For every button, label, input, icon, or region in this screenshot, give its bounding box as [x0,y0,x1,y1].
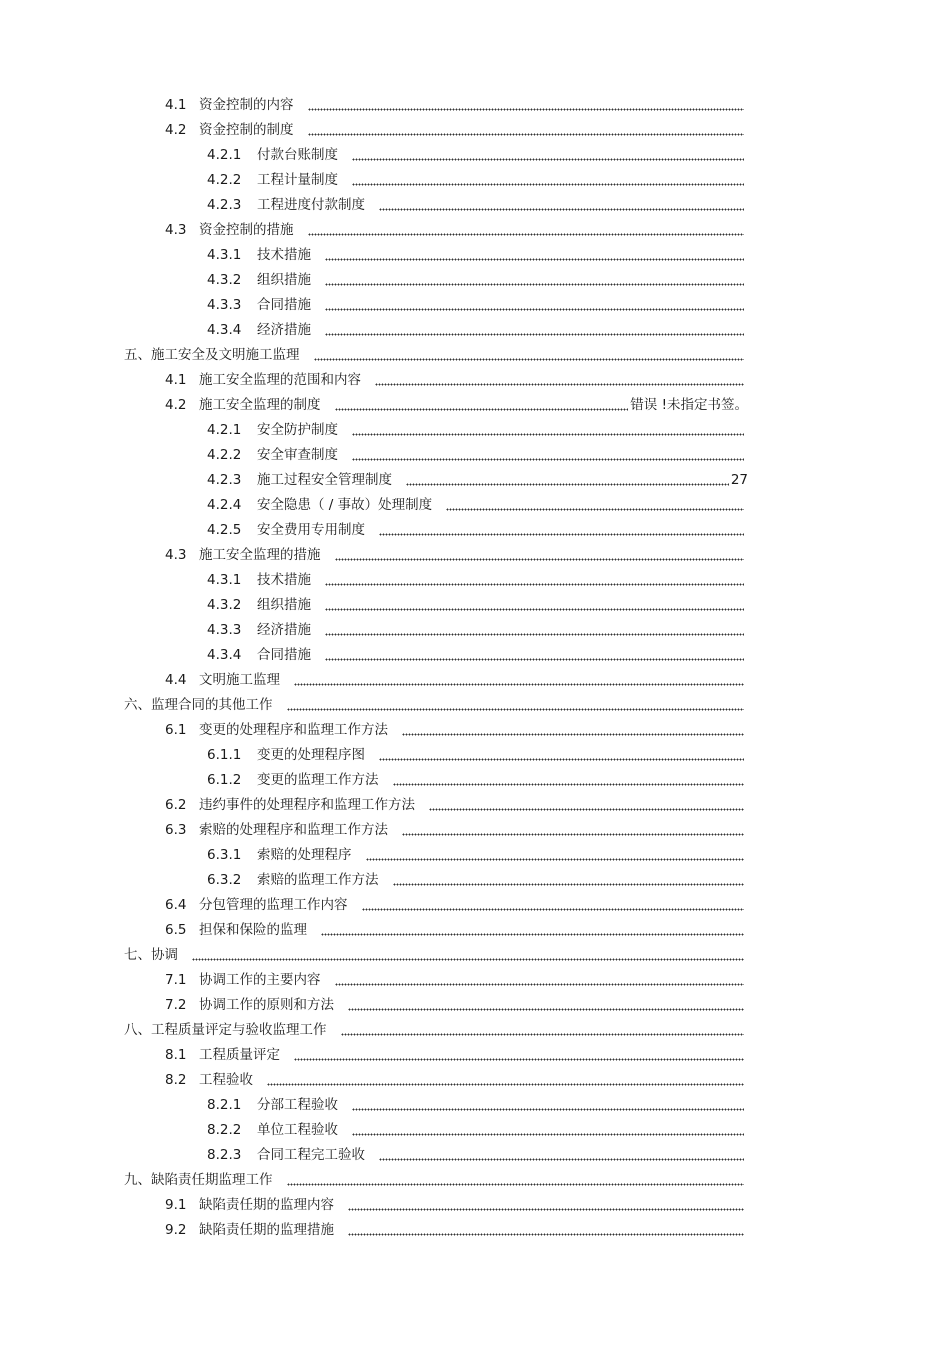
toc-entry-number: 4.2.1 [207,422,242,438]
toc-entry[interactable] [0,1216,950,1241]
table-of-contents [0,91,950,1241]
dot-leader [352,458,744,461]
dot-leader [406,483,729,486]
dot-leader [362,908,745,911]
toc-entry-number: 4.2.4 [207,497,242,513]
toc-entry[interactable] [0,341,950,366]
dot-leader [352,183,744,186]
toc-entry-number: 4.2.3 [207,472,242,488]
toc-entry-title: 施工安全监理的范围和内容 [199,372,361,388]
dot-leader [267,1083,744,1086]
toc-entry[interactable] [0,191,950,216]
toc-entry[interactable] [0,866,950,891]
toc-entry-title: 资金控制的制度 [199,122,294,138]
toc-entry[interactable] [0,391,950,416]
toc-entry-title: 索赔的处理程序和监理工作方法 [199,822,388,838]
toc-entry-number: 七、 [124,947,151,963]
toc-entry[interactable] [0,291,950,316]
dot-leader [379,1158,744,1161]
toc-entry-number: 4.3.3 [207,297,242,313]
toc-entry[interactable] [0,591,950,616]
dot-leader [325,633,744,636]
toc-entry-title: 付款台账制度 [257,147,338,163]
toc-entry[interactable] [0,941,950,966]
toc-entry-number: 4.3 [165,222,187,238]
toc-entry-number: 8.2 [165,1072,187,1088]
toc-entry-number: 4.3.1 [207,247,242,263]
toc-entry-title: 合同工程完工验收 [257,1147,365,1163]
dot-leader [192,958,744,961]
dot-leader [321,933,744,936]
toc-entry-number: 4.2.1 [207,147,242,163]
toc-entry-number: 6.3.2 [207,872,242,888]
dot-leader [352,158,744,161]
toc-entry-number: 4.2.3 [207,197,242,213]
toc-entry-title: 变更的监理工作方法 [257,772,379,788]
toc-entry-title: 组织措施 [257,272,311,288]
toc-entry-number: 7.2 [165,997,187,1013]
toc-entry[interactable] [0,516,950,541]
toc-entry-title: 监理合同的其他工作 [151,697,273,713]
toc-entry-number: 4.1 [165,97,187,113]
dot-leader [335,983,745,986]
dot-leader [325,333,744,336]
dot-leader [335,558,745,561]
toc-entry-number: 6.1 [165,722,187,738]
toc-entry-number: 8.2.2 [207,1122,242,1138]
toc-entry-title: 协调工作的主要内容 [199,972,321,988]
dot-leader [287,1183,745,1186]
toc-entry-number: 9.1 [165,1197,187,1213]
toc-entry-title: 缺陷责任期的监理措施 [199,1222,334,1238]
toc-entry-title: 缺陷责任期监理工作 [151,1172,273,1188]
toc-entry-title: 协调 [151,947,178,963]
toc-entry[interactable] [0,216,950,241]
toc-entry[interactable] [0,666,950,691]
toc-entry-title: 文明施工监理 [199,672,280,688]
dot-leader [352,1108,744,1111]
dot-leader [429,808,744,811]
toc-entry-title: 技术措施 [257,572,311,588]
toc-entry-title: 单位工程验收 [257,1122,338,1138]
toc-entry[interactable] [0,1066,950,1091]
dot-leader [308,133,745,136]
toc-entry[interactable] [0,641,950,666]
dot-leader [366,858,745,861]
toc-entry-title: 变更的处理程序图 [257,747,365,763]
toc-entry-title: 资金控制的措施 [199,222,294,238]
toc-entry-number: 4.2.2 [207,447,242,463]
toc-entry-number: 4.2 [165,397,187,413]
toc-entry[interactable] [0,916,950,941]
dot-leader [402,733,744,736]
toc-entry[interactable] [0,1191,950,1216]
toc-entry[interactable] [0,466,950,491]
toc-entry[interactable] [0,741,950,766]
toc-entry-number: 6.5 [165,922,187,938]
toc-entry-title: 工程质量评定与验收监理工作 [151,1022,327,1038]
toc-entry-number: 8.1 [165,1047,187,1063]
toc-entry-number: 八、 [124,1022,151,1038]
toc-entry-number: 9.2 [165,1222,187,1238]
dot-leader [379,533,744,536]
dot-leader [325,583,744,586]
dot-leader [393,783,745,786]
toc-entry-number: 4.3.2 [207,597,242,613]
dot-leader [379,758,744,761]
dot-leader [352,1133,744,1136]
toc-entry-title: 担保和保险的监理 [199,922,307,938]
toc-entry[interactable] [0,766,950,791]
toc-entry[interactable] [0,316,950,341]
toc-entry-title: 技术措施 [257,247,311,263]
toc-entry-number: 五、 [124,347,151,363]
toc-entry-number: 8.2.1 [207,1097,242,1113]
dot-leader [348,1008,744,1011]
toc-entry-number: 4.2.5 [207,522,242,538]
toc-entry-title: 安全审查制度 [257,447,338,463]
toc-entry-title: 施工安全及文明施工监理 [151,347,300,363]
toc-entry[interactable] [0,616,950,641]
dot-leader [348,1233,744,1236]
toc-entry-title: 合同措施 [257,647,311,663]
toc-entry[interactable] [0,1141,950,1166]
toc-entry[interactable] [0,166,950,191]
toc-entry-title: 组织措施 [257,597,311,613]
toc-entry-number: 6.4 [165,897,187,913]
toc-entry[interactable] [0,266,950,291]
toc-entry-number: 8.2.3 [207,1147,242,1163]
toc-entry[interactable] [0,366,950,391]
toc-entry-number: 6.1.2 [207,772,242,788]
dot-leader [348,1208,744,1211]
toc-entry-number: 4.1 [165,372,187,388]
toc-entry-title: 工程验收 [199,1072,253,1088]
toc-entry-title: 施工过程安全管理制度 [257,472,392,488]
toc-entry[interactable] [0,541,950,566]
toc-entry[interactable] [0,691,950,716]
toc-entry-title: 分包管理的监理工作内容 [199,897,348,913]
toc-entry-title: 合同措施 [257,297,311,313]
toc-entry[interactable] [0,966,950,991]
toc-entry-title: 工程质量评定 [199,1047,280,1063]
toc-entry-title: 违约事件的处理程序和监理工作方法 [199,797,415,813]
dot-leader [379,208,744,211]
toc-entry[interactable] [0,141,950,166]
toc-entry-title: 变更的处理程序和监理工作方法 [199,722,388,738]
toc-entry[interactable] [0,441,950,466]
dot-leader [325,308,744,311]
dot-leader [294,1058,744,1061]
toc-entry-number: 6.2 [165,797,187,813]
toc-entry-number: 7.1 [165,972,187,988]
dot-leader [375,383,744,386]
toc-entry-title: 经济措施 [257,322,311,338]
toc-entry-number: 4.2 [165,122,187,138]
toc-entry-number: 九、 [124,1172,151,1188]
dot-leader [341,1033,745,1036]
toc-entry[interactable] [0,566,950,591]
dot-leader [335,408,629,411]
toc-entry[interactable] [0,1116,950,1141]
toc-entry[interactable] [0,791,950,816]
toc-entry-number: 6.1.1 [207,747,242,763]
dot-leader [294,683,744,686]
dot-leader [393,883,745,886]
toc-entry-number: 4.2.2 [207,172,242,188]
dot-leader [402,833,744,836]
toc-entry-number: 4.4 [165,672,187,688]
toc-entry-title: 索赔的处理程序 [257,847,352,863]
dot-leader [308,108,745,111]
toc-entry[interactable] [0,1041,950,1066]
toc-entry-title: 安全隐患（ / 事故）处理制度 [257,497,433,513]
toc-entry[interactable] [0,991,950,1016]
toc-entry[interactable] [0,841,950,866]
toc-entry-title: 资金控制的内容 [199,97,294,113]
dot-leader [287,708,745,711]
toc-entry-title: 安全费用专用制度 [257,522,365,538]
toc-entry-title: 工程计量制度 [257,172,338,188]
toc-entry[interactable] [0,241,950,266]
toc-entry[interactable] [0,491,950,516]
toc-entry-title: 施工安全监理的措施 [199,547,321,563]
dot-leader [325,658,744,661]
toc-entry[interactable] [0,116,950,141]
toc-entry-number: 6.3 [165,822,187,838]
dot-leader [325,608,744,611]
toc-entry[interactable] [0,1166,950,1191]
toc-entry-title: 工程进度付款制度 [257,197,365,213]
dot-leader [308,233,745,236]
toc-entry-title: 协调工作的原则和方法 [199,997,334,1013]
toc-entry-title: 缺陷责任期的监理内容 [199,1197,334,1213]
toc-entry-number: 4.3.1 [207,572,242,588]
toc-entry-title: 施工安全监理的制度 [199,397,321,413]
dot-leader [352,433,744,436]
toc-entry-number: 六、 [124,697,151,713]
toc-entry[interactable] [0,1016,950,1041]
toc-entry-title: 安全防护制度 [257,422,338,438]
toc-entry-page: 错误 !未指定书签。 [630,397,748,413]
toc-entry-number: 4.3 [165,547,187,563]
toc-entry[interactable] [0,816,950,841]
toc-entry-page: 27 [730,472,748,488]
toc-entry-title: 分部工程验收 [257,1097,338,1113]
dot-leader [314,358,745,361]
toc-entry[interactable] [0,716,950,741]
toc-entry[interactable] [0,1091,950,1116]
dot-leader [325,258,744,261]
toc-entry[interactable] [0,891,950,916]
toc-entry-number: 4.3.4 [207,322,242,338]
dot-leader [446,508,744,511]
toc-entry-number: 4.3.4 [207,647,242,663]
toc-entry-number: 6.3.1 [207,847,242,863]
toc-entry-number: 4.3.2 [207,272,242,288]
toc-entry-title: 经济措施 [257,622,311,638]
toc-entry-number: 4.3.3 [207,622,242,638]
toc-entry[interactable] [0,416,950,441]
dot-leader [325,283,744,286]
toc-entry-title: 索赔的监理工作方法 [257,872,379,888]
toc-entry[interactable] [0,91,950,116]
